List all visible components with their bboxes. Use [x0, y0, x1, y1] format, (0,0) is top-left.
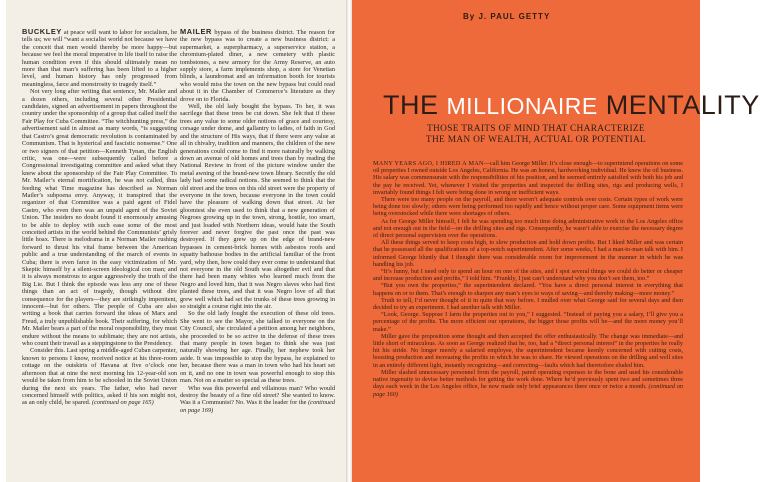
paragraph: Not very long after writing that sentence, Mr. Mailer and a dozen others, including several other Presidential candidates, signed an advertisement in papers throughout the country under the sponsorship of a group that called itself the Fair Play for Cuba Committee. “The witchhunting press,” the advertisement said in almost as many words, “is suggesting that Castro’s great democratic revolution is contaminated by Communism. That is hysterical and fascistic nonsense.” One or two signers of that petition—Kenneth Tynan, the English critic, was one—were subsequently called before a Congressional investigating committee and asked what they knew about the sponsorship of the Fair Play Committee. To Mr. Mailer’s eternal mortification, he was not called, thus feeding what Time magazine has described as Norman Mailer’s subpoena envy. Anyway, it transpired that the organizer of that Committee was a paid agent of Fidel Castro, who even then was an unpaid agent of the Soviet Union. The insiders no doubt found it enormously amusing to be able to deploy with such ease some of the most conceited artists in the world behind the Communists’ grisly little hoax. There is melodrama in a Norman Mailer rushing forward to thrust his vital frame between the American public and a true understanding of the march of events in Cuba; there is even farce in the easy victimization of Mr. Skeptic himself by a silent-screen ideological con man; and it is always monstrous to argue aggressively the truth of the Big Lie. But I think the episode was less any one of these things than an act of tragedy, though without dire consequence for the players—they are strikingly impenitent, innocent—but for others. The people of Cuba are also writing a book that carries forward the ideas of Marx and Freud, a truly unpublishable book. Their suffering, for which Mr. Mailer bears a part of the moral responsibility, they must endure without the means to sublimate; they are not artists, who count their travail as a steppingstone to the Presidency. [22, 88, 177, 348]
paragraph: So the old lady fought the execution of these old trees. She went to see the Mayor, she talked to everyone on the City Council, she circulated a petition among her neighbors, she proceeded to be so active in the defense of these trees that many people in town began to think she was just naturally showing her age. Finally, her nephew took her aside. It was impossible to stop the bypass, he explained to her, because there was a man in town who had his heart set on it, and no one in town was powerful enough to stop this man. Not on a matter so special as these trees. [180, 310, 335, 385]
continued-note: (continued on page 165) [91, 399, 154, 407]
paragraph: “But you own the properties,” the superintendent declared. “You have a direct personal interest in everything that happens on or to them. That’s enough to sharpen any man’s eyes to ways of saving—and thereby making—more money.” [373, 282, 683, 297]
paragraph: Miller gave the proposition some thought and then accepted the offer enthusiastically. The change was immediate—and little short of miraculous. As soon as George realized that he, too, had a “direct personal interest” in the properties he really hit his stride. No longer merely a salaried employee, the superintendent became keenly concerned with cutting costs, boosting production and increasing the profits in which he was to share. He viewed operations on the drilling and well sites in an entirely different light, instantly recognizing—and correcting—faults which had theretofore eluded him. [373, 332, 683, 369]
paragraph: BUCKLEY at peace will want to labor for socialism, he tells us; we will “want a socialist world not because we have the conceit that men would thereby be more happy—but because we feel the moral imperative in life itself to raise the human condition even if this should ultimately mean no more than that man’s suffering has been lifted to a higher level, and human history has only progressed from meaningless, farce and monstrosity to tragedy itself.” [22, 27, 178, 88]
left-column-mailer [180, 28, 335, 448]
paragraph: “Look, George. Suppose I farm the properties out to you,” I suggested. “Instead of paying you a salary, I’ll give you a percentage of the profits. The more efficient our operations, the bigger those profits will be—and the more money you’ll make.” [373, 311, 683, 333]
byline: By J. PAUL GETTY [463, 12, 551, 21]
paragraph: Miller slashed unnecessary personnel from the payroll, pared operating expenses to the bone and used his considerable native ingenuity to devise better methods for getting the work done. Where he’d previously spent two and sometimes three days each week in the Los Angeles office, he now made only brief appearances there once or twice a month. (continued on page 160) [373, 368, 684, 398]
article-body [373, 160, 683, 460]
continued-note: (continued on page 169) [180, 399, 335, 414]
continued-note: (continued on page 160) [373, 383, 684, 398]
paragraph: Who was this powerful and villainous man? Who would destroy the beauty of a fine old street? She wanted to know. Was it a Communist? No. Was it the leader for the (continued on page 169) [180, 384, 335, 414]
paragraph: Well, the old lady bought the bypass. To her, it was sacrilege that these trees be cut down. She felt that if these trees any value to some older notions of grace and courtesy, corsage under dome, and gallantry to ladies, of faith in God and the structure of His ways, that if there were any value at all in chivalry, tradition and manners, the children of the new generations could come to find it more naturally by walking down an avenue of old homes and trees than by reading the National Review in front of the picture window under the metal awning of the brand-new town library. Secretly the old lady had some radical notions. She seemed to think that the old street and the trees on this old street were the property of everyone in the town, because everyone in the town could have the pleasure of walking down that street. At her gloomiest she even used to think that a new generation of Negroes growing up in the town, strong, hostile, too smart, and just loaded with Northern ideas, would hate the South forever and never forgive the past once the past was destroyed. If they grew up on the edge of brand-new bypasses in cement-brick homes with asbestos roofs and squatty bathouse bodies in the artificial familiar of the front yard, why then, how could they ever come to understand that not everyone in the old South was altogether evil and that there had been many whites who learned much from the Negro and loved him, that it was Negro slaves who had first planted these trees, and that it was Negro love of all that grew well which had set the trunks of these trees growing in so straight a course right into the air. [180, 103, 335, 311]
title-highlight: MILLIONAIRE [446, 93, 598, 119]
opening-words: MANY YEARS AGO, I HIRED A MAN [373, 160, 484, 167]
paragraph: “It’s funny, but I need only to spend an hour on one of the sites, and I spot several things we could do better or cheaper and increase production and profits,” I told him. “Frankly, I just can’t understand why you don’t see them, too.” [373, 268, 683, 283]
article-subtitle: THOSE TRAITS OF MIND THAT CHARACTERIZE THE MAN OF WEALTH, ACTUAL OR POTENTIAL [425, 124, 647, 145]
paragraph: MAILER bypass of the business district. The reason for the new bypass was to create a new business district: a supermarket, a superpharmacy, a superservice station, a chromium-plated diner, a new cemetery with plastic tombstones, a new armory for the Army Reserve, an auto supply store, a farm implements shop, a store for Venetian blinds, a laundromat and an information booth for tourists who would miss the town on the new bypass but could read about it in the Chamber of Commerce’s literature as they drove on to Florida. [180, 27, 335, 103]
paragraph: As for George Miller himself, I felt he was spending too much time doing administrative work in the Los Angeles office and not enough out in the field—on the drilling sites and rigs. Consequently, he wasn’t able to exercise the necessary degree of direct personal supervision over the operations. [373, 217, 683, 240]
lead-name-mailer: MAILER [180, 27, 212, 36]
paragraph: There were too many people on the payroll, and there weren’t adequate controls over costs. Certain types of work were being done too slowly; others were being performed too rapidly and hence without proper care. Some equipment items were being overstocked while there were shortages of others. [373, 196, 683, 218]
lead-name-buckley: BUCKLEY [22, 27, 62, 36]
paragraph: Truth to tell, I’d never thought of it in quite that way before. I mulled over what George said for several days and then decided to try an experiment. I had another talk with Miller. [373, 296, 683, 312]
left-column-buckley [22, 28, 177, 448]
paragraph: MANY YEARS AGO, I HIRED A MAN—call him George Miller. It’s close enough—to superintend operations on some oil properties I owned outside Los Angeles, California. He was an honest, hardworking individual. He knew the oil business. His salary was commensurate with the responsibilities of his position, and he seemed entirely satisfied with both his job and the pay he received. Yet, whenever I visited the properties and inspected the drilling sites, rigs and producing wells, I invariably found things I felt were being done in wrong or inefficient ways. [373, 160, 683, 196]
article-title: THE MILLIONAIRE MENTALITY [383, 90, 760, 120]
paragraph: Consider this. Last spring a middle-aged Cuban carpenter, known to persons I know, received notice at his three-room cottage on the outskirts of Havana at five o’clock one afternoon that at nine the next morning his 12-year-old son would be taken from him to be schooled in the Soviet Union during the next six years. The father, who had never concerned himself with politics, asked if his son might not, as an only child, be spared. (continued on page 165) [22, 347, 177, 407]
paragraph: All these things served to keep costs high, to slow production and hold down profits. But I liked Miller and was certain that he possessed all the qualifications of a top-notch superintendent. After some weeks, I had a man-to-man talk with him. I informed George bluntly that I thought there was considerable room for improvement in the manner in which he was handling his job. [373, 239, 683, 268]
